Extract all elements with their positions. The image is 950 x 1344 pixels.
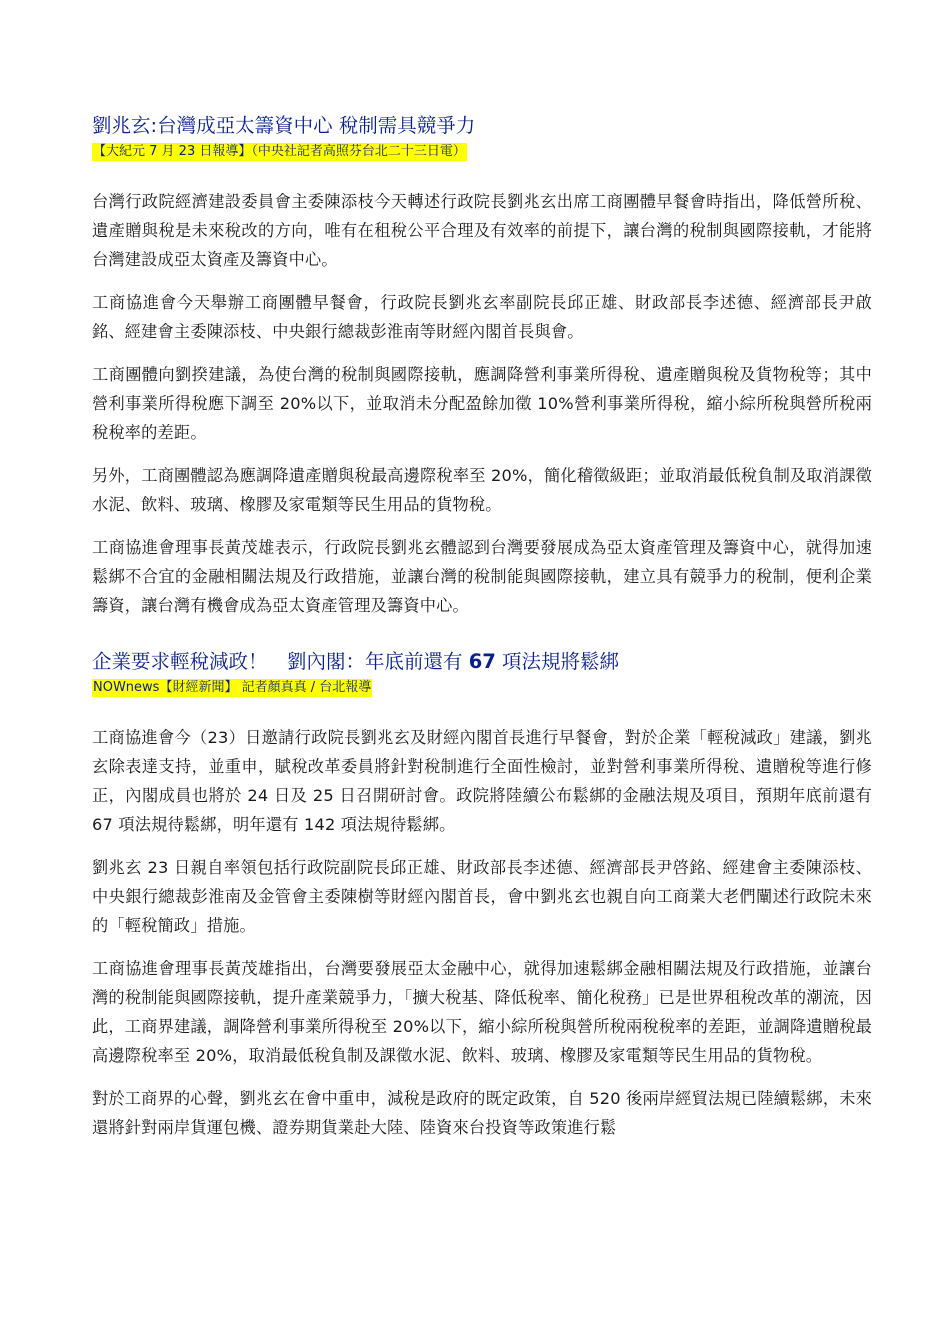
paragraph: 對於工商界的心聲，劉兆玄在會中重申，減稅是政府的既定政策，自 520 後兩岸經貿法規已陸續鬆綁，未來還將針對兩岸貨運包機、證券期貨業赴大陸、陸資來台投資等政策進行鬆: [92, 1089, 872, 1137]
paragraph: 工商團體向劉揆建議，為使台灣的稅制與國際接軌，應調降營利事業所得稅、遺產贈與稅及貨物稅等；其中營利事業所得稅應下調至 20%以下，並取消未分配盈餘加徵 10%營利事業所得稅，縮小綜所稅與營所稅兩稅稅率的差距。: [92, 365, 872, 442]
paragraph: 台灣行政院經濟建設委員會主委陳添枝今天轉述行政院長劉兆玄出席工商團體早餐會時指出，降低營所稅、遺產贈與稅是未來稅改的方向，唯有在租稅公平合理及有效率的前提下，讓台灣的稅制與國際接軌，才能將台灣建設成亞太資產及籌資中心。: [92, 192, 872, 269]
article-source: 【大紀元 7 月 23 日報導】（中央社記者高照芬台北二十三日電）: [93, 144, 466, 159]
article-title-text: 企業要求輕稅減政！ 劉內閣：年底前還有: [92, 650, 469, 673]
article-body: [92, 723, 872, 1142]
paragraph: 工商協進會理事長黃茂雄指出，台灣要發展亞太金融中心，就得加速鬆綁金融相關法規及行政措施，並讓台灣的稅制能與國際接軌，提升產業競爭力，「擴大稅基、降低稅率、簡化稅務」已是世界租稅改革的潮流，因此，工商界建議，調降營利事業所得稅至 20%以下，縮小綜所稅與營所稅兩稅稅率的差距，並調降遺贈稅最高邊際稅率至 20%，取消最低稅負制及課徵水泥、飲料、玻璃、橡膠及家電類等民生用品的貨物稅。: [92, 959, 872, 1065]
article-2: [92, 648, 872, 1142]
paragraph: 工商協進會今（23）日邀請行政院長劉兆玄及財經內閣首長進行早餐會，對於企業「輕稅減政」建議，劉兆玄除表達支持，並重申，賦稅改革委員將針對稅制進行全面性檢討，並對營利事業所得稅、遺贈稅等進行修正，內閣成員也將於 24 日及 25 日召開研討會。政院將陸續公布鬆綁的金融法規及項目，預期年底前還有 67 項法規待鬆綁，明年還有 142 項法規待鬆綁。: [92, 728, 872, 834]
paragraph: 工商協進會今天舉辦工商團體早餐會，行政院長劉兆玄率副院長邱正雄、財政部長李述德、經濟部長尹啟銘、經建會主委陳添枝、中央銀行總裁彭淮南等財經內閣首長與會。: [92, 293, 872, 341]
paragraph: 另外，工商團體認為應調降遺產贈與稅最高邊際稅率至 20%，簡化稽徵級距；並取消最低稅負制及取消課徵水泥、飲料、玻璃、橡膠及家電類等民生用品的貨物稅。: [92, 466, 872, 514]
article-source: NOWnews【財經新聞】 記者顏真真 / 台北報導: [93, 680, 372, 695]
document-page: [92, 112, 872, 1156]
article-title: [92, 112, 872, 140]
paragraph: 劉兆玄 23 日親自率領包括行政院副院長邱正雄、財政部長李述德、經濟部長尹啓銘、經建會主委陳添枝、中央銀行總裁彭淮南及金管會主委陳樹等財經內閣首長，會中劉兆玄也親自向工商業大老們闡述行政院未來的「輕稅簡政」措施。: [92, 858, 872, 935]
article-title: [92, 648, 872, 676]
paragraph: 工商協進會理事長黃茂雄表示，行政院長劉兆玄體認到台灣要發展成為亞太資產管理及籌資中心，就得加速鬆綁不合宜的金融相關法規及行政措施，並讓台灣的稅制能與國際接軌，建立具有競爭力的稅制，便利企業籌資，讓台灣有機會成為亞太資產管理及籌資中心。: [92, 538, 872, 615]
article-title-text: 項法規將鬆綁: [495, 650, 620, 673]
article-body: [92, 187, 872, 620]
article-1: [92, 112, 872, 620]
article-title-text: 劉兆玄:台灣成亞太籌資中心 稅制需具競爭力: [92, 114, 476, 137]
article-title-number: 67: [468, 650, 496, 673]
